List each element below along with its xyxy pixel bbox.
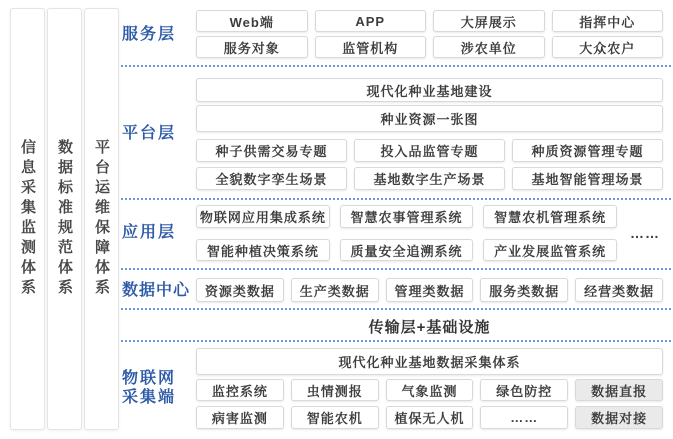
node-seed-resource-map: 种业资源一张图: [196, 105, 663, 132]
node-command-center: 指挥中心: [552, 10, 664, 32]
node-service-target: 服务对象: [196, 36, 308, 58]
node-industry-supervision-system: 产业发展监管系统: [483, 239, 617, 261]
node-iot-more-ellipsis: ……: [480, 406, 568, 429]
node-seed-trade-topic: 种子供需交易专题: [196, 139, 347, 162]
node-smart-management-scene: 基地智能管理场景: [512, 167, 663, 190]
node-service-data: 服务类数据: [480, 278, 568, 302]
label-iot-layer: [122, 369, 194, 407]
pillar-label: 平台运维保障体系: [93, 139, 110, 299]
node-quality-trace-system: 质量安全追溯系统: [340, 239, 474, 261]
divider-5: [121, 340, 671, 342]
iot-label-line1: 物联网: [122, 370, 177, 387]
divider-4: [121, 308, 671, 310]
platform-row-2: [196, 167, 663, 190]
pillar-platform-ops: [84, 8, 119, 430]
node-smart-machinery-system: 智慧农机管理系统: [483, 205, 617, 228]
node-regulator: 监管机构: [315, 36, 427, 58]
node-bigscreen: 大屏展示: [433, 10, 545, 32]
node-pest-forecast: 虫情测报: [291, 379, 379, 401]
label-service-layer: 服务层: [122, 26, 177, 43]
node-disease-monitoring: 病害监测: [196, 406, 284, 429]
label-data-center: 数据中心: [122, 282, 191, 299]
service-row-2: [196, 36, 663, 58]
divider-2: [121, 198, 671, 200]
node-digital-production-scene: 基地数字生产场景: [354, 167, 505, 190]
label-platform-layer: 平台层: [122, 125, 177, 142]
node-weather-monitoring: 气象监测: [386, 379, 474, 401]
data-center-row: [196, 278, 663, 302]
node-seed-base-construction: 现代化种业基地建设: [196, 78, 663, 102]
node-germplasm-topic: 种质资源管理专题: [512, 139, 663, 162]
node-management-data: 管理类数据: [386, 278, 474, 302]
service-row-1: [196, 10, 663, 32]
node-farmers: 大众农户: [552, 36, 664, 58]
iot-row-2: [196, 406, 663, 429]
node-operation-data: 经营类数据: [575, 278, 663, 302]
node-planting-decision-system: 智能种植决策系统: [196, 239, 330, 261]
node-iot-integration-system: 物联网应用集成系统: [196, 205, 330, 228]
node-green-prevention: 绿色防控: [480, 379, 568, 401]
label-application-layer: 应用层: [122, 224, 177, 241]
node-data-collection-system: 现代化种业基地数据采集体系: [196, 348, 663, 375]
node-production-data: 生产类数据: [291, 278, 379, 302]
iot-label-line2: 采集端: [122, 389, 177, 406]
application-row-1: [196, 205, 617, 228]
label-transport-layer: 传输层+基础设施: [368, 319, 491, 336]
iot-row-1: [196, 379, 663, 401]
divider-1: [121, 65, 671, 67]
node-input-supervision-topic: 投入品监管专题: [354, 139, 505, 162]
pillar-label: 数据标准规范体系: [56, 139, 73, 299]
node-smart-machinery: 智能农机: [291, 406, 379, 429]
pillar-info-collection: [10, 8, 45, 430]
node-digital-twin-scene: 全貌数字孪生场景: [196, 167, 347, 190]
pillar-data-standard: [47, 8, 82, 430]
node-monitoring-system: 监控系统: [196, 379, 284, 401]
pillar-label: 信息采集监测体系: [19, 139, 36, 299]
platform-row-1: [196, 139, 663, 162]
node-resource-data: 资源类数据: [196, 278, 284, 302]
node-web: Web端: [196, 10, 308, 32]
node-app: APP: [315, 10, 427, 32]
node-data-direct-report: 数据直报: [575, 379, 663, 401]
node-smart-farming-system: 智慧农事管理系统: [340, 205, 474, 228]
application-row-2: [196, 239, 617, 261]
node-data-docking: 数据对接: [575, 406, 663, 429]
application-more-ellipsis: ……: [630, 225, 660, 241]
node-plant-protection-drone: 植保无人机: [386, 406, 474, 429]
node-agri-unit: 涉农单位: [433, 36, 545, 58]
divider-3: [121, 268, 671, 270]
